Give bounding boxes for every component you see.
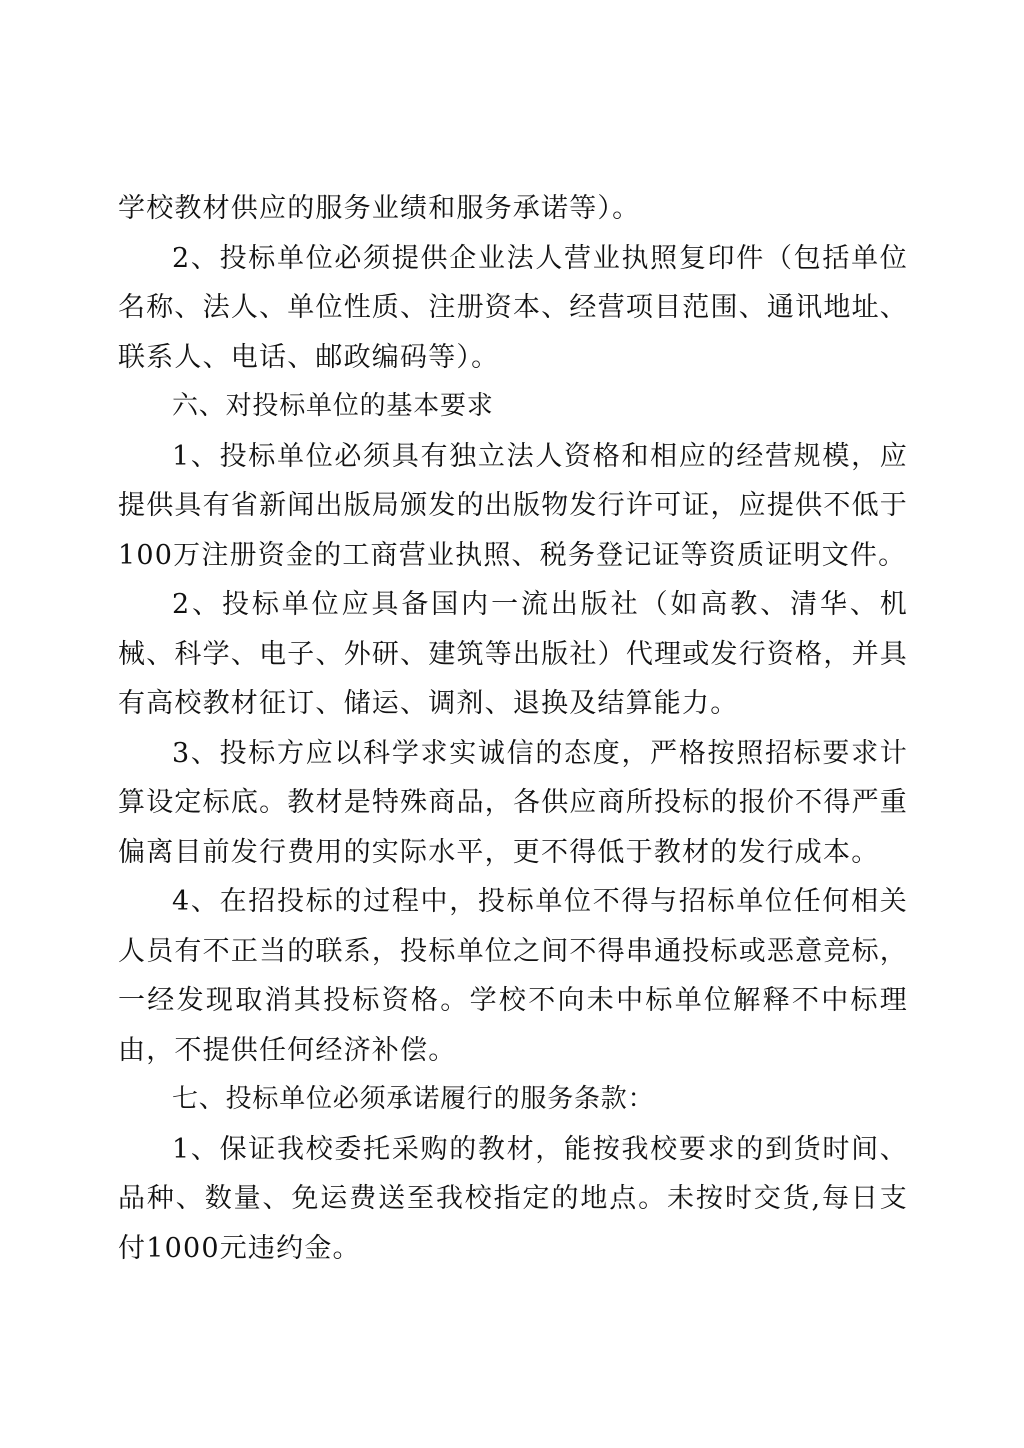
paragraph-seven-item-1: 1、保证我校委托采购的教材，能按我校要求的到货时间、品种、数量、免运费送至我校指定的地点。未按时交货,每日支付1000元违约金。	[118, 1133, 908, 1264]
paragraph-six-item-2: 2、投标单位应具备国内一流出版社（如高教、清华、机械、科学、电子、外研、建筑等出版社）代理或发行资格，并具有高校教材征订、储运、调剂、退换及结算能力。	[118, 589, 908, 719]
paragraph-six-item-4: 4、在招投标的过程中，投标单位不得与招标单位任何相关人员有不正当的联系，投标单位之间不得串通投标或恶意竞标，一经发现取消其投标资格。学校不向未中标单位解释不中标理由，不提供任何经济补偿。	[118, 886, 908, 1066]
section-heading-six: 六、对投标单位的基本要求	[172, 391, 494, 421]
document-body	[118, 184, 908, 1273]
paragraph-license-requirement: 2、投标单位必须提供企业法人营业执照复印件（包括单位名称、法人、单位性质、注册资本、经营项目范围、通讯地址、联系人、电话、邮政编码等）。	[118, 242, 908, 373]
paragraph-continuation: 学校教材供应的服务业绩和服务承诺等）。	[118, 193, 641, 224]
paragraph-six-item-1: 1、投标单位必须具有独立法人资格和相应的经营规模，应提供具有省新闻出版局颁发的出版物发行许可证，应提供不低于100万注册资金的工商营业执照、税务登记证等资质证明文件。	[118, 440, 908, 571]
section-heading-seven: 七、投标单位必须承诺履行的服务条款：	[172, 1084, 655, 1114]
paragraph-six-item-3: 3、投标方应以科学求实诚信的态度，严格按照招标要求计算设定标底。教材是特殊商品，各供应商所投标的报价不得严重偏离目前发行费用的实际水平，更不得低于教材的发行成本。	[118, 737, 908, 868]
